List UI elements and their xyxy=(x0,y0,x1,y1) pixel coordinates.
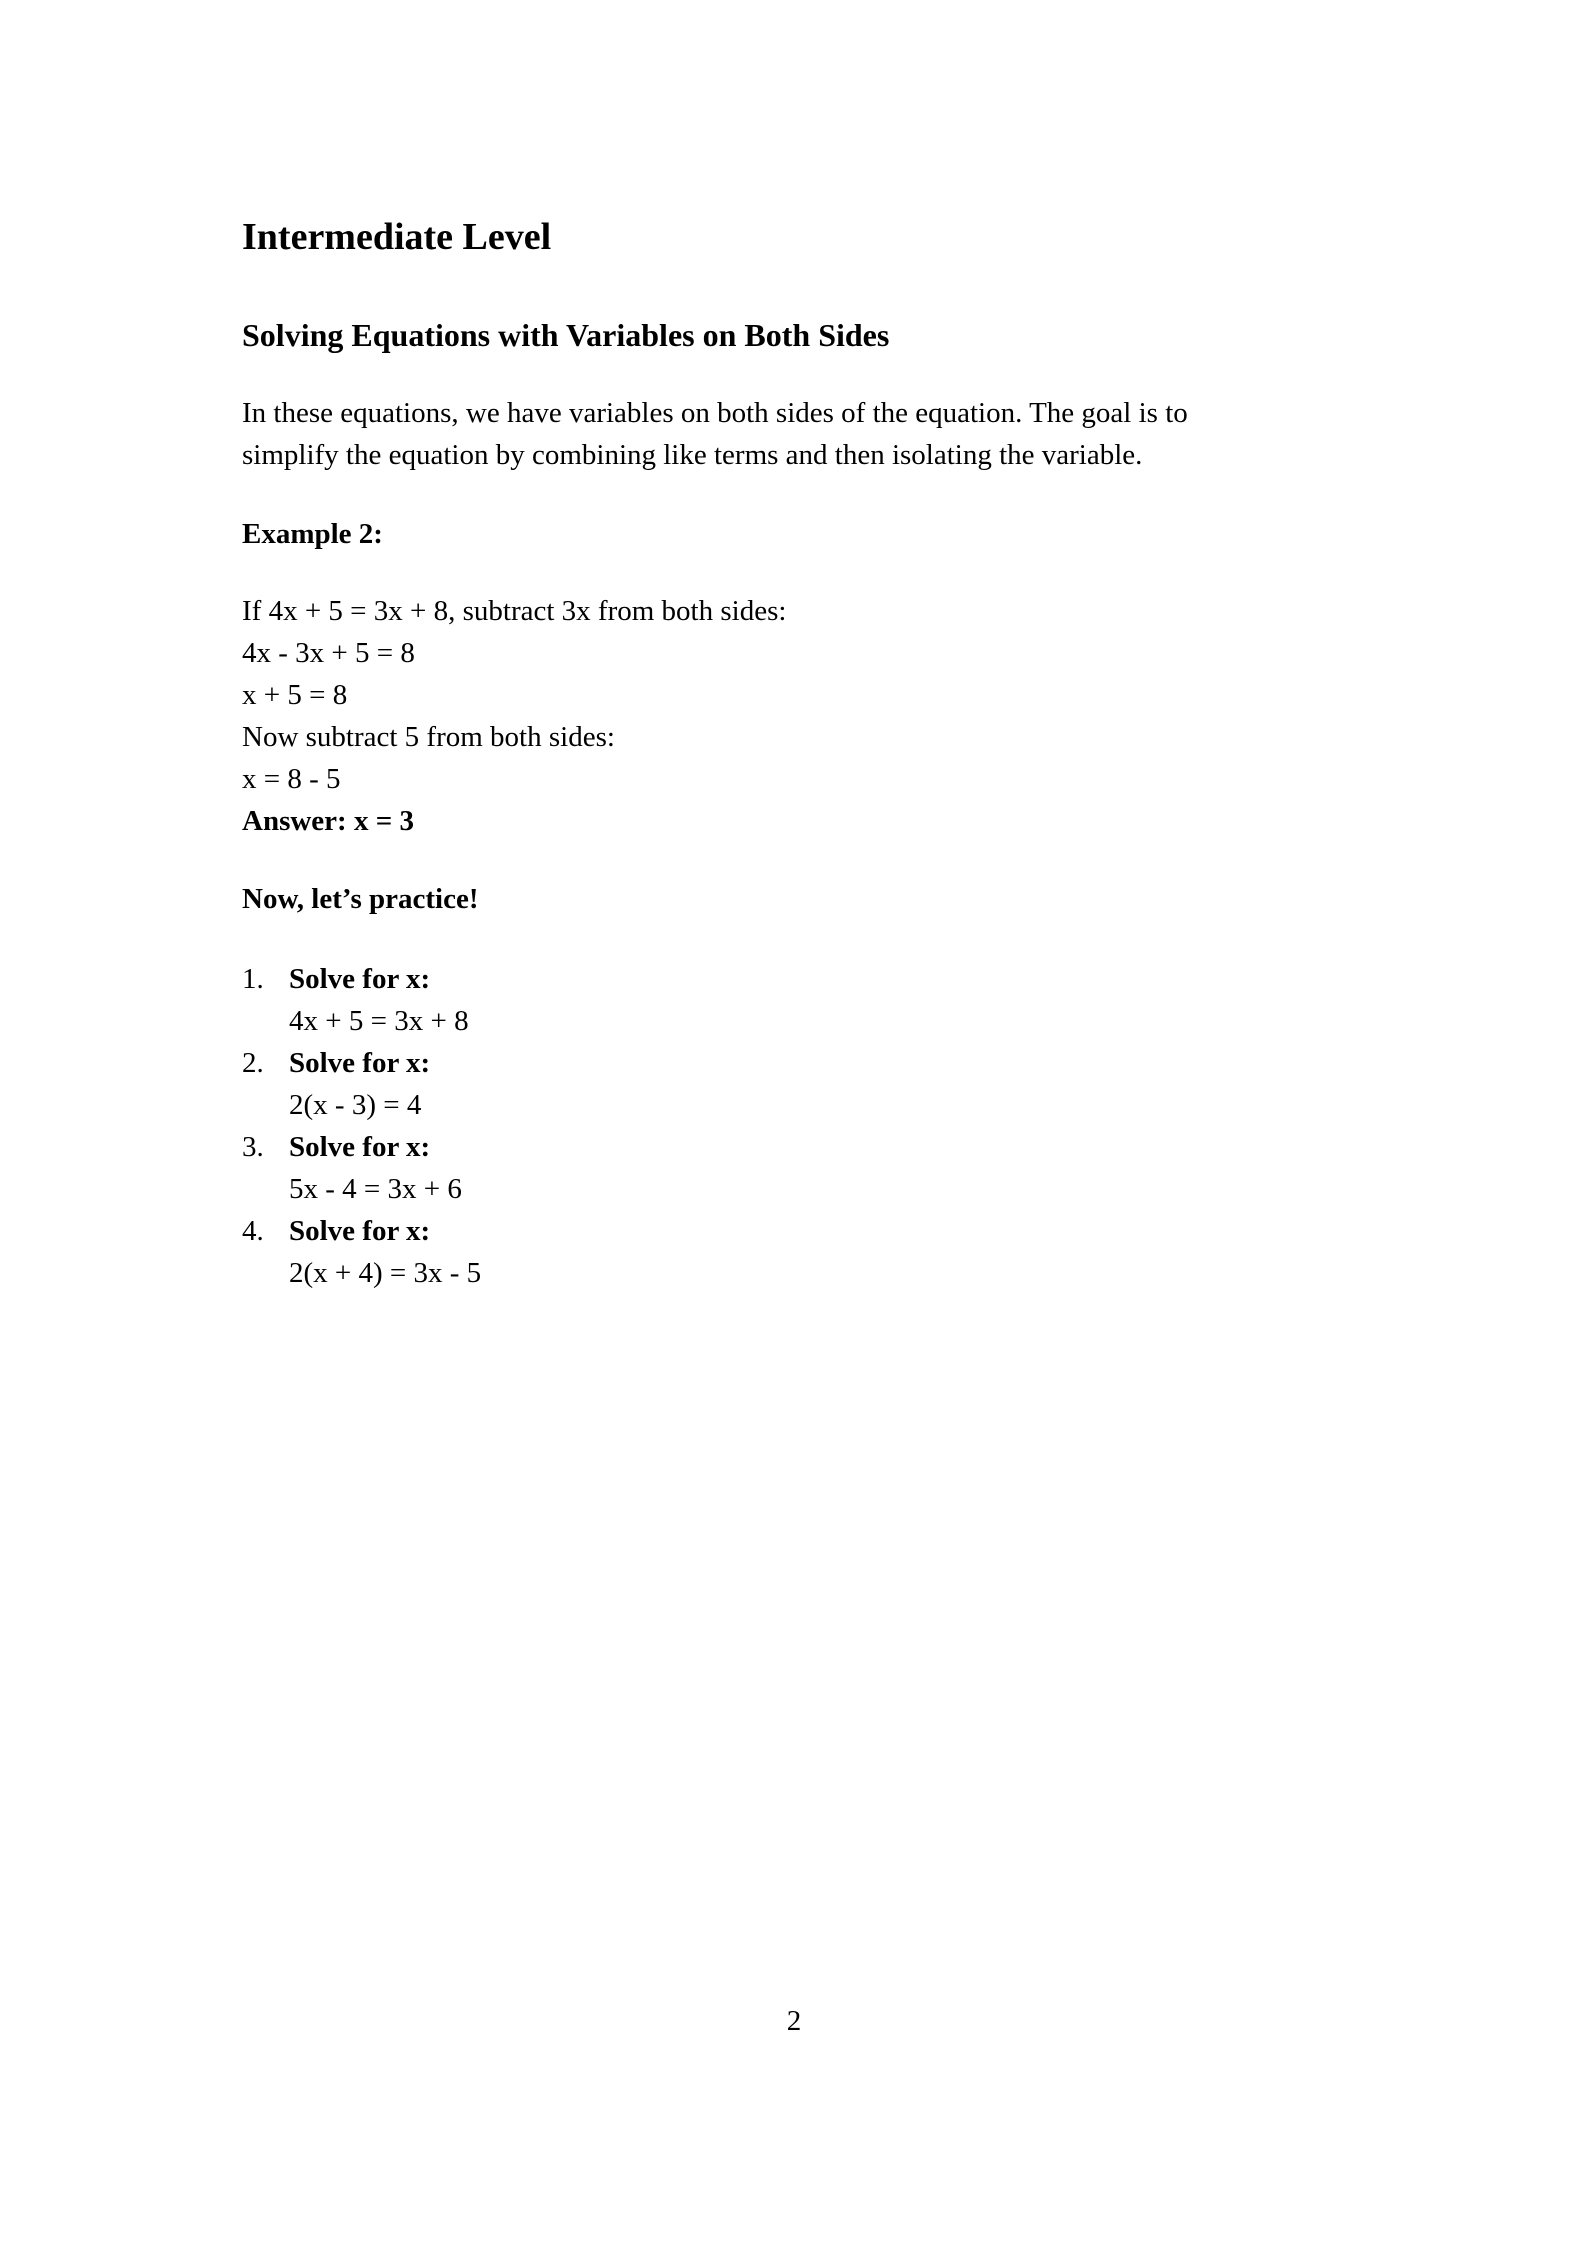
example-step: If 4x + 5 = 3x + 8, subtract 3x from both sides: xyxy=(242,595,787,627)
page-title: Intermediate Level xyxy=(242,216,552,258)
example-step: 4x - 3x + 5 = 8 xyxy=(242,637,415,669)
practice-label: Now, let’s practice! xyxy=(242,883,479,915)
practice-item xyxy=(242,1042,481,1126)
item-number: 3. xyxy=(242,1131,264,1163)
item-number: 2. xyxy=(242,1047,264,1079)
example-step: Now subtract 5 from both sides: xyxy=(242,721,615,753)
example-step: x = 8 - 5 xyxy=(242,763,341,795)
section-heading: Solving Equations with Variables on Both Sides xyxy=(242,317,890,353)
item-prompt: Solve for x: xyxy=(289,1047,431,1079)
intro-paragraph xyxy=(242,392,1188,476)
intro-line: simplify the equation by combining like terms and then isolating the variable. xyxy=(242,439,1143,471)
item-equation: 4x + 5 = 3x + 8 xyxy=(289,1005,469,1037)
item-equation: 2(x + 4) = 3x - 5 xyxy=(289,1257,482,1289)
item-number: 4. xyxy=(242,1215,264,1247)
item-number: 1. xyxy=(242,963,264,995)
intro-line: In these equations, we have variables on both sides of the equation. The goal is to xyxy=(242,397,1188,429)
item-prompt: Solve for x: xyxy=(289,963,431,995)
practice-item xyxy=(242,958,481,1042)
practice-item xyxy=(242,1126,481,1210)
item-prompt: Solve for x: xyxy=(289,1131,431,1163)
item-equation: 2(x - 3) = 4 xyxy=(289,1089,422,1121)
page-number: 2 xyxy=(786,2005,802,2037)
example-step: x + 5 = 8 xyxy=(242,679,348,711)
example-answer: Answer: x = 3 xyxy=(242,805,414,837)
example-steps xyxy=(242,590,786,842)
practice-list xyxy=(242,958,481,1294)
practice-item xyxy=(242,1210,481,1294)
item-equation: 5x - 4 = 3x + 6 xyxy=(289,1173,462,1205)
example-label: Example 2: xyxy=(242,518,383,550)
item-prompt: Solve for x: xyxy=(289,1215,431,1247)
